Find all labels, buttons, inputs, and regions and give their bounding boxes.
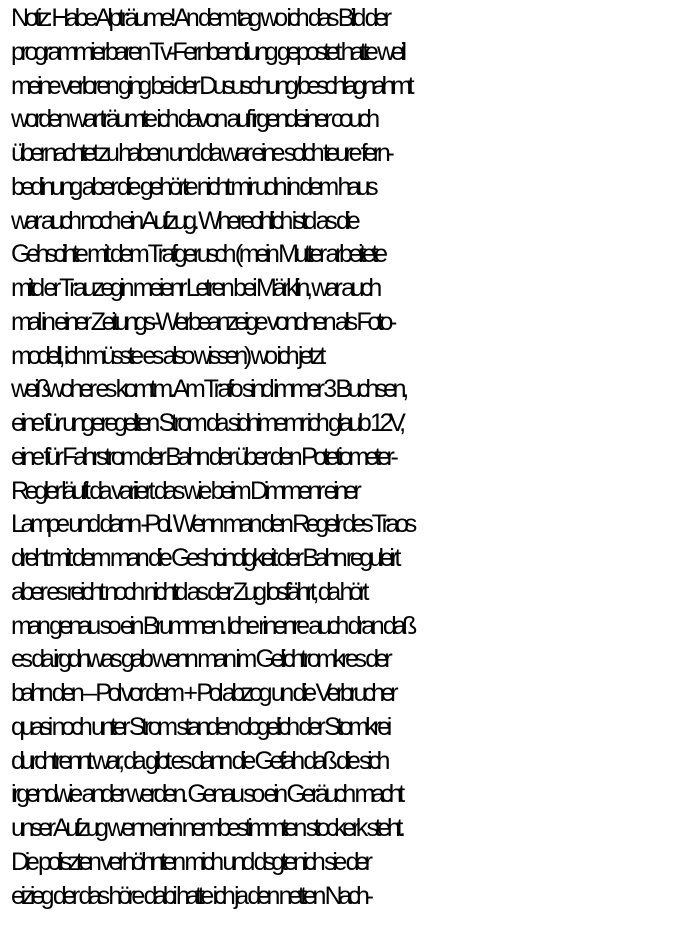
text-line: modell, ich müsste es also wissen) wo ich jetzt — [11, 341, 323, 370]
text-line: aber es reicht noch nichtd as der Zug losfährt, da hört — [11, 577, 366, 606]
text-line: eine für Fahrstrom der Bahn der über den Potetiometer- — [11, 442, 395, 471]
text-line: man genau so ein Brummen. Iche rinenre auch dran daß — [11, 611, 413, 640]
text-line: eine für ungeregelten Strom da sidnimemr ich glaub 12V, — [11, 409, 402, 437]
text-line: irgendwie ander werden. Genau so ein Geräuch macht — [11, 780, 401, 809]
text-line: Gehscihte mit dem Trafgerusch (mein Mutter arbeitete — [11, 240, 384, 269]
text-line: programmierbaren Tv-Fernbendiung gepostet hatte weil — [11, 37, 403, 66]
text-line: Regler läuft da variiert das wie beim Dimmenr einer — [11, 476, 358, 505]
text-line: meine verloren ging bei der Dususchung/beschlagnahmt — [11, 71, 411, 100]
text-line: bedinung aber die gehörte nicht mir udn in dem haus — [11, 172, 375, 201]
text-line: Lampe und dann -Pol. Wenn man den Regelr des Traos — [11, 510, 413, 539]
text-line: bahn den – Pol vor dem + Pol abzog un die Verbrucher — [11, 679, 395, 707]
text-line: mitd er Trauzegin meienr Letren bei Märklin, war auch — [11, 274, 378, 302]
text-line: quasi noch unter Strom standen obgelich der Stomkrei — [11, 712, 388, 741]
text-line: worden war träumte ich davon auf irgendeiner couch — [11, 105, 376, 134]
text-line: eizieg der das höre dabi hatte ich ja den netten Nach- — [11, 881, 370, 910]
text-line: unser Aufzug wenn er in nembestimmten stockerk steht. — [11, 814, 402, 842]
text-line: durchtrennt war, da gibt es dann die Gefah daß die sich — [11, 746, 387, 775]
text-line: weißwoher es komtm. Am Trafo sind immer 3 Buchsen, — [11, 375, 405, 404]
text-line: übernachtet zu haben und da war eine solch teure fern- — [11, 139, 391, 167]
text-line: es da irgdnwas gab wenn man im Gelichtromkres der — [11, 645, 389, 674]
text-line: war auch noch ein Aufzug. Wherecihlich istd as die — [11, 206, 357, 235]
text-line: dreht mit dem man die Geshcindigkeit der Bahn reguleirt — [11, 544, 398, 572]
text-line: mal in einer Zeitungs-Werbeanzeige vondnen als Foto- — [11, 307, 394, 336]
note-text — [11, 2, 683, 913]
text-line: Notiz: Habe Alpträume! An dem tag wo ich das Bild der — [11, 4, 388, 32]
text-line: Die poliszten verhöhnten mich und dsgtenich sie der — [11, 847, 369, 876]
